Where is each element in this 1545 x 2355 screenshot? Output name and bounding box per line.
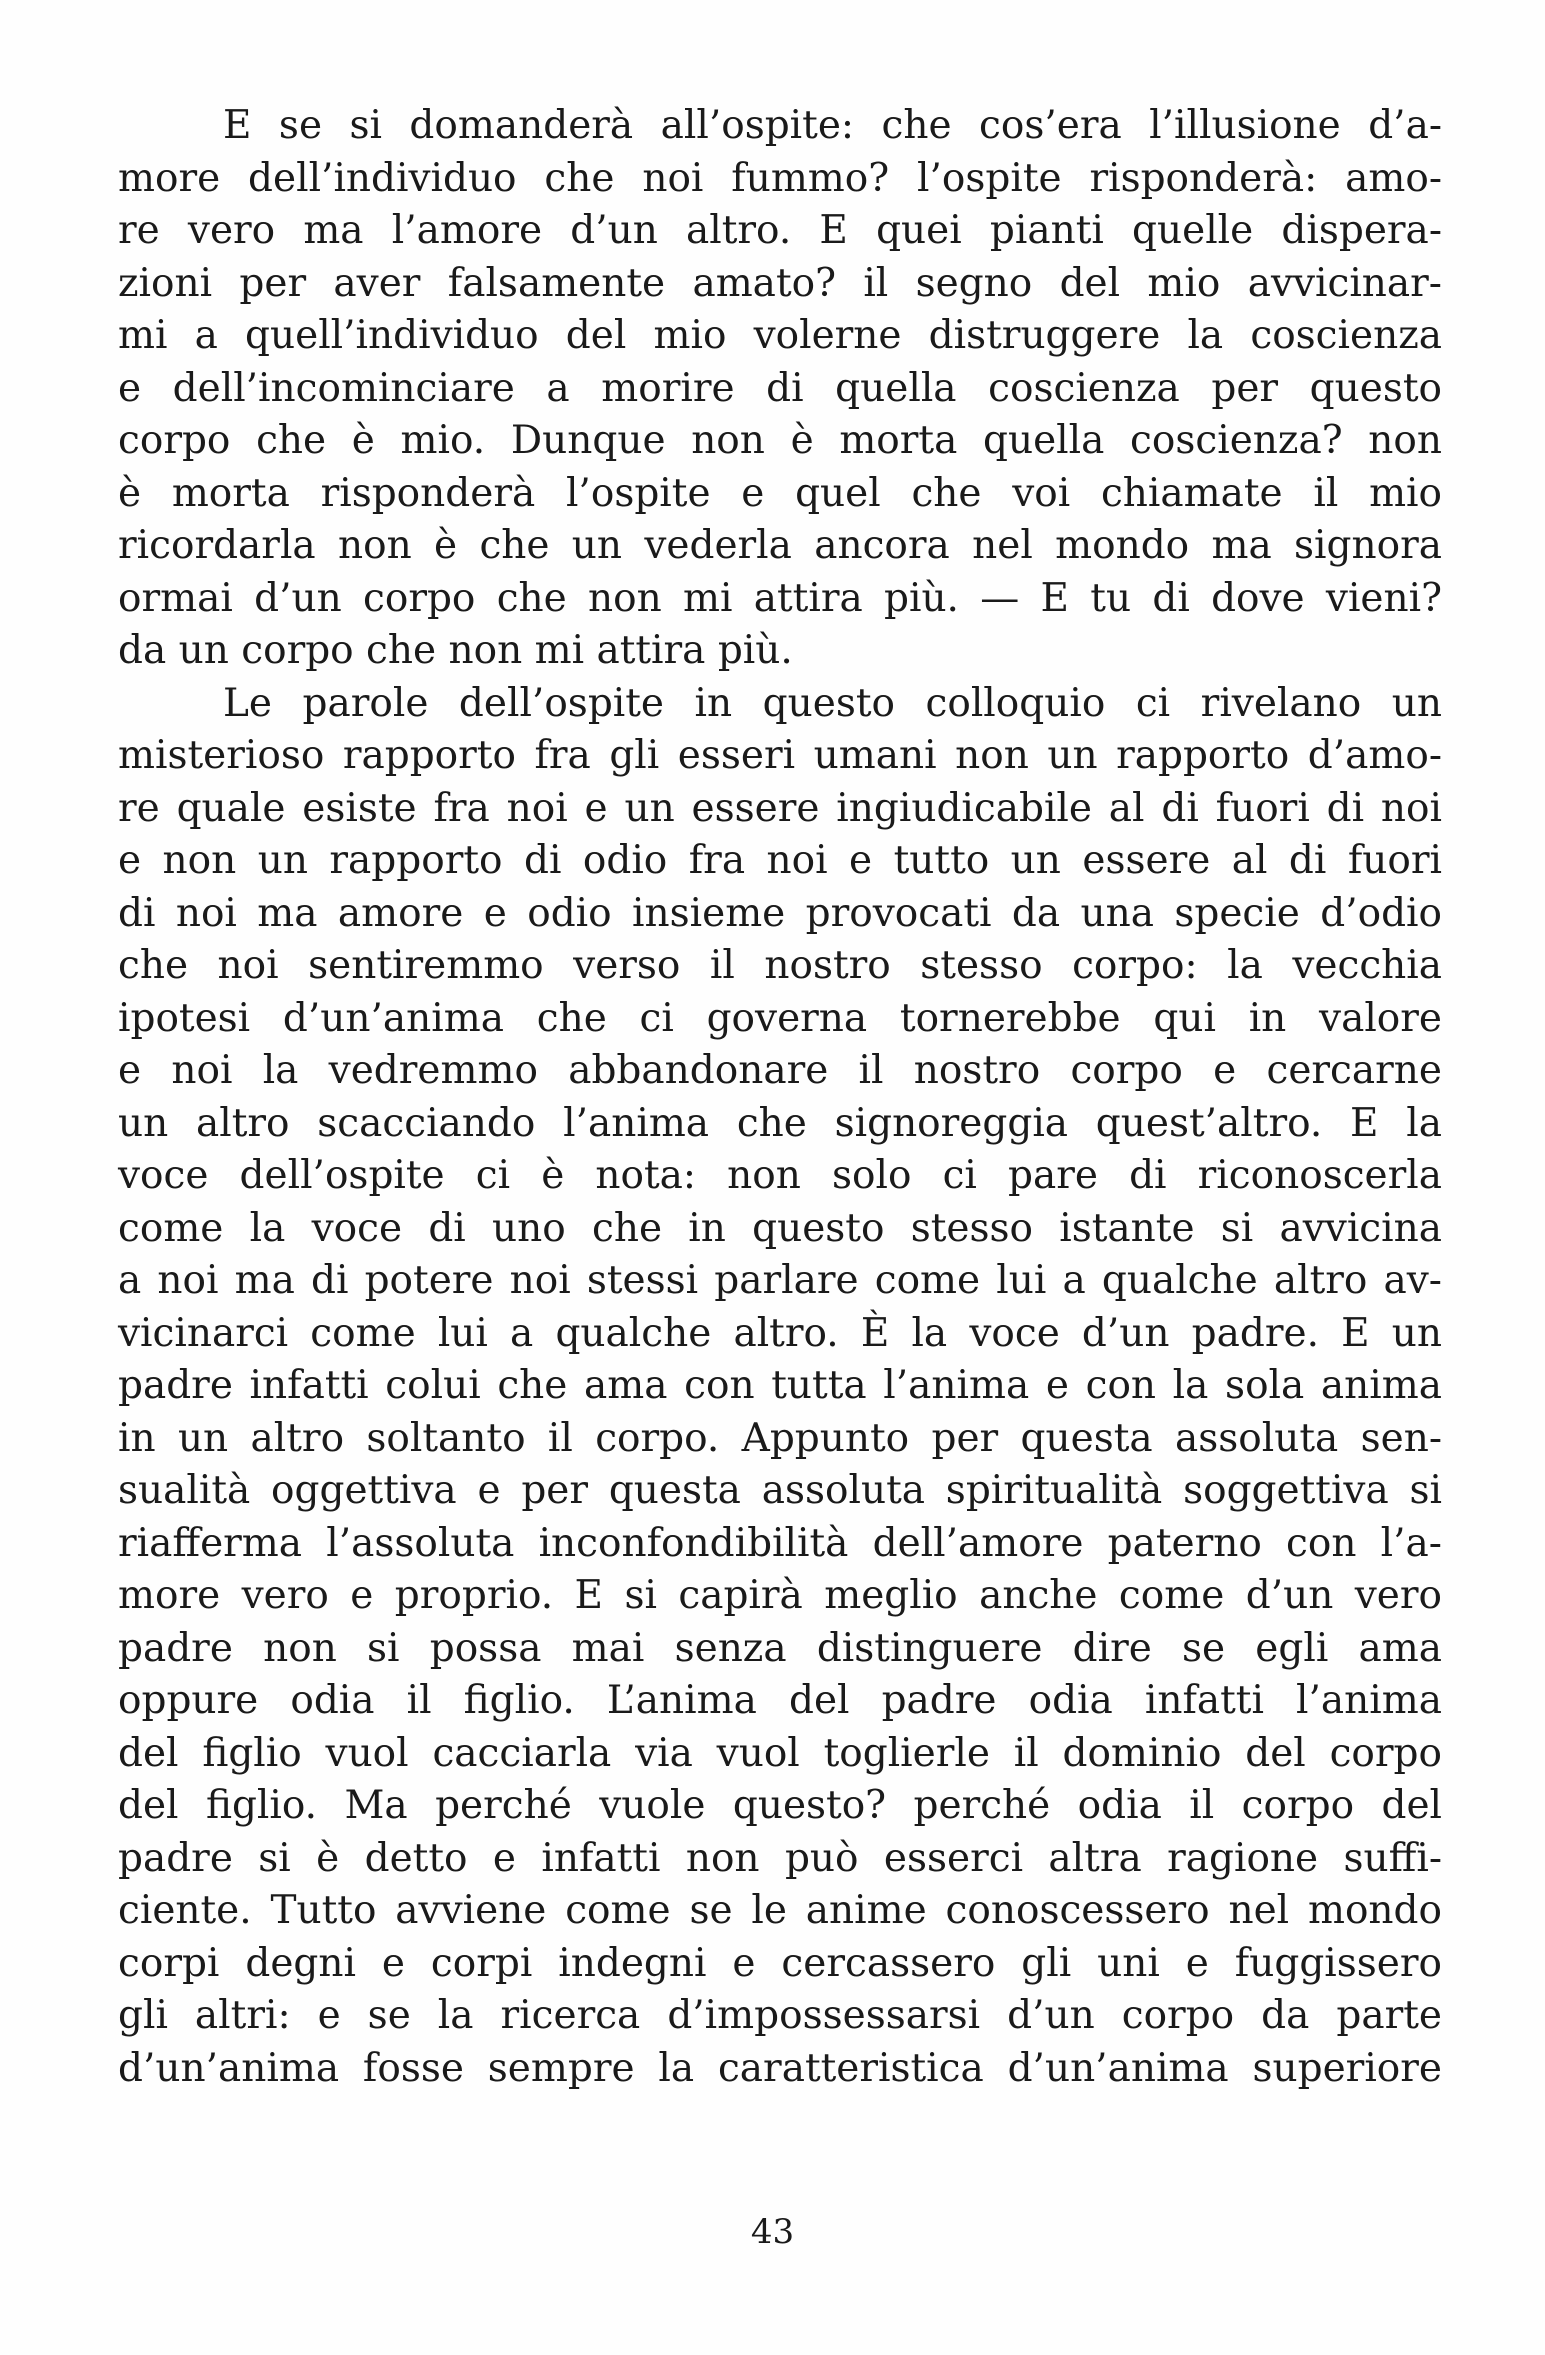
- text-line: del figlio vuol cacciarla via vuol toglierle il dominio del corpo: [118, 1730, 1442, 1776]
- text-line: padre infatti colui che ama con tutta l’anima e con la sola anima: [118, 1363, 1442, 1408]
- text-line: del figlio. Ma perché vuole questo? perché odia il corpo del: [118, 1783, 1442, 1828]
- text-line: gli altri: e se la ricerca d’impossessarsi d’un corpo da parte: [118, 1993, 1442, 2038]
- text-line: riafferma l’assoluta inconfondibilità dell’amore paterno con l’a-: [118, 1520, 1442, 1566]
- text-line: misterioso rapporto fra gli esseri umani non un rapporto d’amo-: [118, 733, 1442, 778]
- text-line: mi a quell’individuo del mio volerne distruggere la coscienza: [118, 313, 1442, 358]
- body-text: [118, 100, 1442, 2095]
- text-line: a noi ma di potere noi stessi parlare come lui a qualche altro av-: [118, 1258, 1442, 1303]
- text-line: re quale esiste fra noi e un essere ingiudicabile al di fuori di noi: [118, 785, 1442, 831]
- text-line: come la voce di uno che in questo stesso istante si avvicina: [118, 1205, 1442, 1251]
- text-line: vicinarci come lui a qualche altro. È la voce d’un padre. E un: [118, 1310, 1442, 1356]
- text-line: more vero e proprio. E si capirà meglio anche come d’un vero: [118, 1573, 1442, 1618]
- text-line: Le parole dell’ospite in questo colloquio ci rivelano un: [223, 680, 1442, 726]
- text-line: che noi sentiremmo verso il nostro stesso corpo: la vecchia: [118, 943, 1442, 988]
- text-line: re vero ma l’amore d’un altro. E quei pianti quelle dispera-: [118, 208, 1442, 253]
- text-line: di noi ma amore e odio insieme provocati da una specie d’odio: [118, 890, 1442, 936]
- text-line: E se si domanderà all’ospite: che cos’era l’illusione d’a-: [223, 103, 1442, 148]
- text-line: more dell’individuo che noi fummo? l’ospite risponderà: amo-: [118, 155, 1442, 201]
- page-number: 43: [750, 2212, 795, 2252]
- text-line: in un altro soltanto il corpo. Appunto per questa assoluta sen-: [118, 1415, 1442, 1461]
- text-line: e dell’incominciare a morire di quella coscienza per questo: [118, 365, 1442, 411]
- text-line: ormai d’un corpo che non mi attira più. — E tu di dove vieni?: [118, 575, 1442, 621]
- text-line: zioni per aver falsamente amato? il segno del mio avvicinar-: [118, 260, 1442, 306]
- text-line: è morta risponderà l’ospite e quel che voi chiamate il mio: [118, 470, 1442, 516]
- text-line: corpo che è mio. Dunque non è morta quella coscienza? non: [118, 418, 1442, 463]
- text-line: da un corpo che non mi attira più.: [118, 628, 793, 673]
- text-line: padre non si possa mai senza distinguere dire se egli ama: [118, 1625, 1442, 1671]
- text-line: ipotesi d’un’anima che ci governa tornerebbe qui in valore: [118, 995, 1442, 1041]
- text-line: d’un’anima fosse sempre la caratteristica d’un’anima superiore: [118, 2045, 1442, 2091]
- text-line: corpi degni e corpi indegni e cercassero gli uni e fuggissero: [118, 1940, 1442, 1986]
- text-line: e noi la vedremmo abbandonare il nostro corpo e cercarne: [118, 1048, 1442, 1093]
- text-line: e non un rapporto di odio fra noi e tutto un essere al di fuori: [118, 838, 1442, 883]
- text-line: padre si è detto e infatti non può esserci altra ragione suffi-: [118, 1835, 1442, 1881]
- text-line: oppure odia il figlio. L’anima del padre odia infatti l’anima: [118, 1678, 1442, 1723]
- text-line: ricordarla non è che un vederla ancora nel mondo ma signora: [118, 523, 1442, 568]
- text-line: un altro scacciando l’anima che signoreggia quest’altro. E la: [118, 1100, 1442, 1146]
- text-line: voce dell’ospite ci è nota: non solo ci pare di riconoscerla: [118, 1153, 1442, 1198]
- text-line: sualità oggettiva e per questa assoluta spiritualità soggettiva si: [118, 1468, 1442, 1513]
- text-line: ciente. Tutto avviene come se le anime conoscessero nel mondo: [118, 1888, 1442, 1933]
